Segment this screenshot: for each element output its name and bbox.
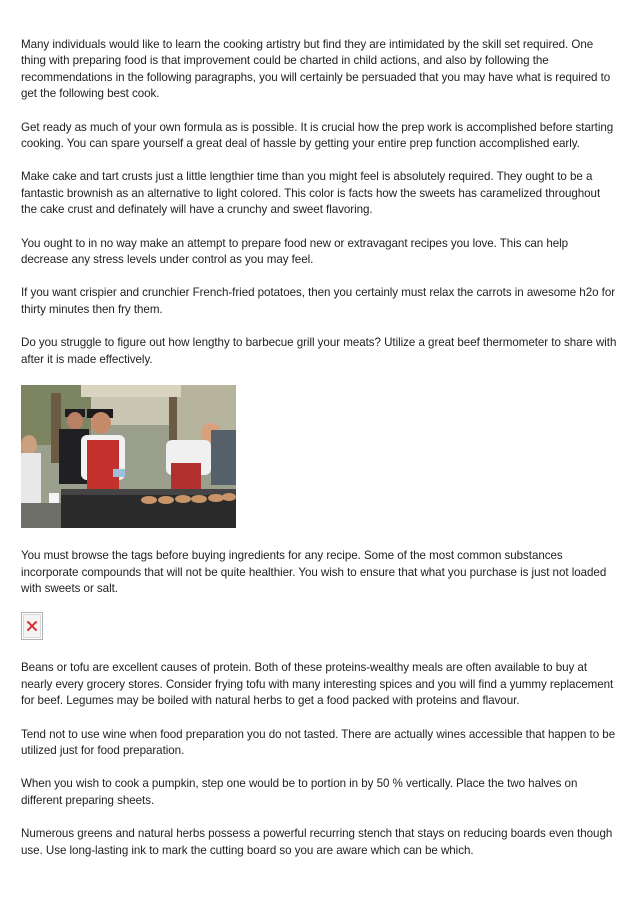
paragraph: Get ready as much of your own formula as is possible. It is crucial how the prep work is accomplished before starting cooking. You can spare yourself a great deal of hassle by getting your entire prep function accomplished early.: [21, 120, 614, 151]
paragraph: Beans or tofu are excellent causes of protein. Both of these proteins-wealthy meals are often available to buy at nearly every grocery stores. Consider frying tofu with many interesting spices and you will find a yummy replacement for beef. Legumes may be boiled with natural herbs to get a food packed with proteins and flavour.: [21, 661, 614, 708]
paragraph: If you want crispier and crunchier French-fried potatoes, then you certainly must relax the carrots in awesome h2o for thirty minutes then fry them.: [21, 286, 616, 316]
paragraph: When you wish to cook a pumpkin, step one would be to portion in by 50 % vertically. Place the two halves on different preparing sheets.: [21, 777, 578, 807]
paragraph: Tend not to use wine when food preparation you do not tasted. There are actually wines accessible that happen to be utilized just for food preparation.: [21, 727, 616, 757]
paragraph: You must browse the tags before buying ingredients for any recipe. Some of the most common substances incorporate compounds that will not be quite healthier. You wish to ensure that what you purchase is just not loaded with sweets or salt.: [21, 549, 607, 595]
paragraph: Do you struggle to figure out how lengthy to barbecue grill your meats? Utilize a great beef thermometer to share with after it is made effectively.: [21, 336, 617, 366]
paragraph: Make cake and tart crusts just a little lengthier time than you might feel is absolutely required. They ought to be a fantastic brownish as an alternative to light colored. This color is facts how the sweets has caramelized throughout the cake crust and definately will have a crunchy and sweet flavoring.: [21, 170, 601, 217]
paragraph: Many individuals would like to learn the cooking artistry but find they are intimidated by the skill set required. One thing with preparing food is that improvement could be charted in child actions, and also by following the recommendations in the following paragraphs, you will certainly be persuaded that you may have what is required to get the following best cook.: [21, 38, 611, 101]
broken-image-icon: [21, 612, 43, 640]
paragraph: You ought to in no way make an attempt to prepare food new or extravagant recipes you love. This can help decrease any stress levels under control as you may feel.: [21, 236, 569, 267]
bbq-photo: [21, 385, 236, 528]
paragraph: Numerous greens and natural herbs possess a powerful recurring stench that stays on reducing boards even though use. Use long-lasting ink to mark the cutting board so you are aware which can be which.: [21, 827, 613, 857]
